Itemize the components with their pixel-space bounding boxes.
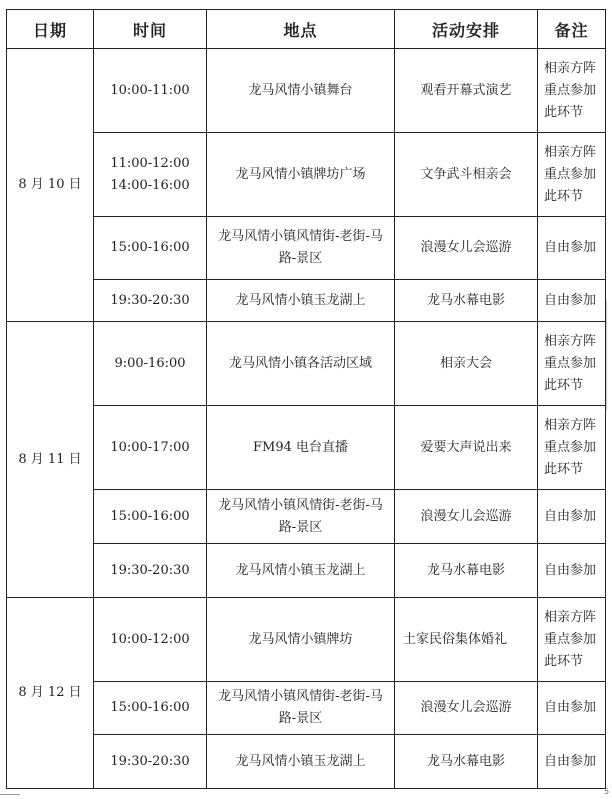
corner-tick [0,794,20,795]
note-cell: 自由参加 [538,490,606,544]
place-cell: FM94 电台直播 [207,406,395,490]
table-row [7,49,606,133]
time-line: 10:00-17:00 [110,439,190,455]
time-cell [94,322,207,406]
table-row [7,280,606,322]
note-cell: 自由参加 [538,735,606,789]
note-cell: 相亲方阵重点参加此环节 [538,406,606,490]
edge-tick [606,300,607,410]
place-cell: 龙马风情小镇风情街-老街-马路-景区 [207,217,395,280]
table-row [7,598,606,682]
time-line: 19:30-20:30 [110,562,190,578]
time-line: 14:00-16:00 [110,177,190,193]
date-cell: 8 月 12 日 [7,598,94,789]
place-cell: 龙马风情小镇牌坊广场 [207,133,395,217]
note-cell: 自由参加 [538,280,606,322]
note-cell: 相亲方阵重点参加此环节 [538,322,606,406]
activity-cell: 龙马水幕电影 [395,280,538,322]
time-cell [94,598,207,682]
place-cell: 龙马风情小镇舞台 [207,49,395,133]
time-cell [94,49,207,133]
place-cell: 龙马风情小镇牌坊 [207,598,395,682]
time-line: 15:00-16:00 [110,240,190,255]
place-cell: 龙马风情小镇玉龙湖上 [207,544,395,598]
place-cell: 龙马风情小镇风情街-老街-马路-景区 [207,490,395,544]
date-cell: 8 月 10 日 [7,49,94,322]
page-corner-mark: 5 [604,787,610,796]
activity-cell: 文争武斗相亲会 [395,133,538,217]
place-cell: 龙马风情小镇玉龙湖上 [207,735,395,789]
time-cell [94,490,207,544]
time-line: 10:00-11:00 [110,82,190,98]
table-row [7,133,606,217]
place-cell: 龙马风情小镇玉龙湖上 [207,280,395,322]
time-line: 15:00-16:00 [110,700,190,715]
header-note: 备注 [538,10,606,49]
note-cell: 相亲方阵重点参加此环节 [538,598,606,682]
table-row [7,406,606,490]
time-line: 9:00-16:00 [114,355,186,371]
activity-cell: 龙马水幕电影 [395,544,538,598]
note-cell: 相亲方阵重点参加此环节 [538,133,606,217]
place-cell: 龙马风情小镇风情街-老街-马路-景区 [207,682,395,735]
time-cell [94,406,207,490]
table-row [7,544,606,598]
time-line: 19:30-20:30 [110,292,190,308]
header-time: 时间 [94,10,207,49]
header-activity: 活动安排 [395,10,538,49]
time-cell [94,682,207,735]
table-row [7,682,606,735]
header-row [7,10,606,49]
header-place: 地点 [207,10,395,49]
table-row [7,490,606,544]
date-cell: 8 月 11 日 [7,322,94,598]
activity-cell: 浪漫女儿会巡游 [395,682,538,735]
table-row [7,735,606,789]
table-row [7,217,606,280]
place-cell: 龙马风情小镇各活动区域 [207,322,395,406]
activity-cell: 爱要大声说出来 [395,406,538,490]
time-cell [94,133,207,217]
schedule-table [6,9,606,789]
time-line: 19:30-20:30 [110,753,190,769]
activity-cell: 浪漫女儿会巡游 [395,217,538,280]
time-cell [94,280,207,322]
activity-cell: 观看开幕式演艺 [395,49,538,133]
time-cell [94,735,207,789]
time-line: 10:00-12:00 [110,631,190,647]
time-line: 15:00-16:00 [110,508,190,524]
activity-cell: 浪漫女儿会巡游 [395,490,538,544]
time-cell [94,217,207,280]
time-cell [94,544,207,598]
note-cell: 相亲方阵重点参加此环节 [538,49,606,133]
schedule-body [7,49,606,789]
note-cell: 自由参加 [538,682,606,735]
activity-cell: 相亲大会 [395,322,538,406]
table-row [7,322,606,406]
note-cell: 自由参加 [538,544,606,598]
activity-cell: 土家民俗集体婚礼 [395,598,538,682]
activity-cell: 龙马水幕电影 [395,735,538,789]
time-line: 11:00-12:00 [110,155,190,171]
header-date: 日期 [7,10,94,49]
note-cell: 自由参加 [538,217,606,280]
